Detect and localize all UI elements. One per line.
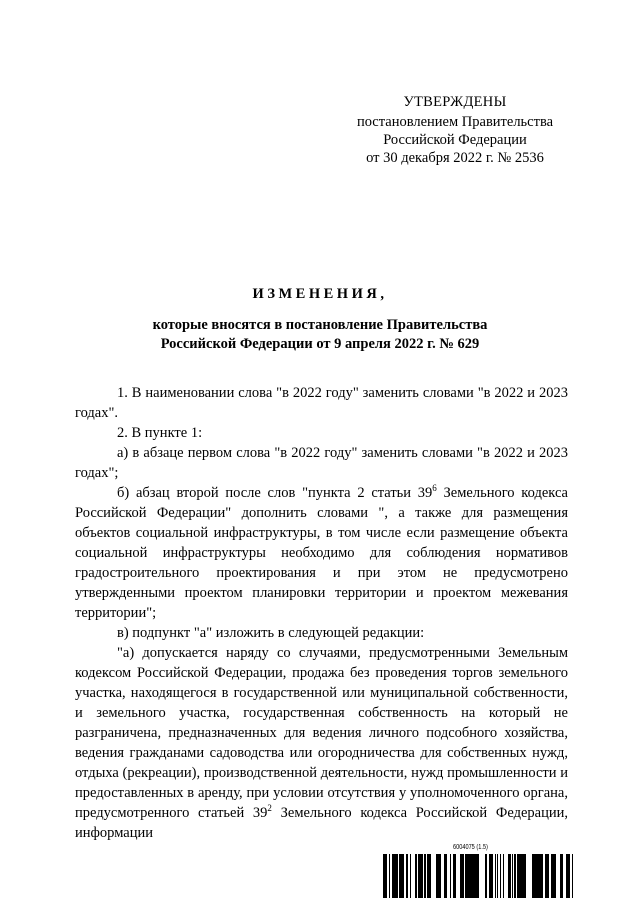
approved-heading: УТВЕРЖДЕНЫ: [403, 94, 507, 110]
paragraph-1: 1. В наименовании слова "в 2022 году" заменить словами "в 2022 и 2023 годах".: [75, 385, 568, 421]
paragraph-6-text-a: "а) допускается наряду со случаями, предусмотренными Земельным кодексом Российской Федерации, продажа без проведения торгов земельного участка, находящегося в государственной или муниципальной собственности, и земельного участка, государственная собственность на который не разграничена, предназначенных для ведения личного подсобного хозяйства, ведения гражданами садоводства или огородничества для собственных нужд, отдыха (рекреации), производственной деятельности, нужд промышленности и предоставленных в аренду, при условии отсутствия у уполномоченного органа, предусмотренного статьей 39: [75, 645, 568, 821]
approved-line-2: Российской Федерации: [383, 132, 527, 148]
paragraph-6-superscript: 2: [267, 803, 272, 814]
document-subtitle: [90, 316, 550, 354]
paragraph-3: а) в абзаце первом слова "в 2022 году" заменить словами "в 2022 и 2023 годах";: [75, 445, 568, 481]
approved-line-1: постановлением Правительства: [356, 114, 554, 130]
paragraph-6-text-b: Земельного кодекса Российской Федерации, информации: [75, 805, 568, 841]
barcode-number: 6004075 (1.5): [453, 844, 488, 851]
paragraph-6: [75, 643, 568, 843]
paragraph-4: [75, 483, 568, 623]
paragraph-5: в) подпункт "а" изложить в следующей редакции:: [117, 625, 425, 641]
approval-stamp: [330, 93, 580, 167]
paragraph-4-superscript: 6: [432, 483, 437, 494]
subtitle-line-2: Российской Федерации от 9 апреля 2022 г. № 629: [160, 336, 480, 352]
paragraph-4-text-a: б) абзац второй после слов "пункта 2 статьи 39: [117, 485, 433, 501]
paragraph-4-text-b: Земельного кодекса Российской Федерации" дополнить словами ", а также для размещения объектов социальной инфраструктуры, в том числе если размещение объекта социальной инфраструктуры необходимо для соблюдения нормативов градостроительного проектирования и при этом не предусмотрено утвержденными проектом планировки территории и проектом межевания территории";: [75, 485, 568, 621]
document-body: [75, 383, 568, 843]
document-title: ИЗМЕНЕНИЯ,: [252, 286, 388, 302]
subtitle-line-1: которые вносятся в постановление Правительства: [152, 317, 488, 333]
barcode-block: [383, 843, 573, 898]
approved-line-3: от 30 декабря 2022 г. № 2536: [366, 150, 544, 166]
barcode-icon: [383, 854, 573, 898]
paragraph-2: 2. В пункте 1:: [117, 425, 203, 441]
